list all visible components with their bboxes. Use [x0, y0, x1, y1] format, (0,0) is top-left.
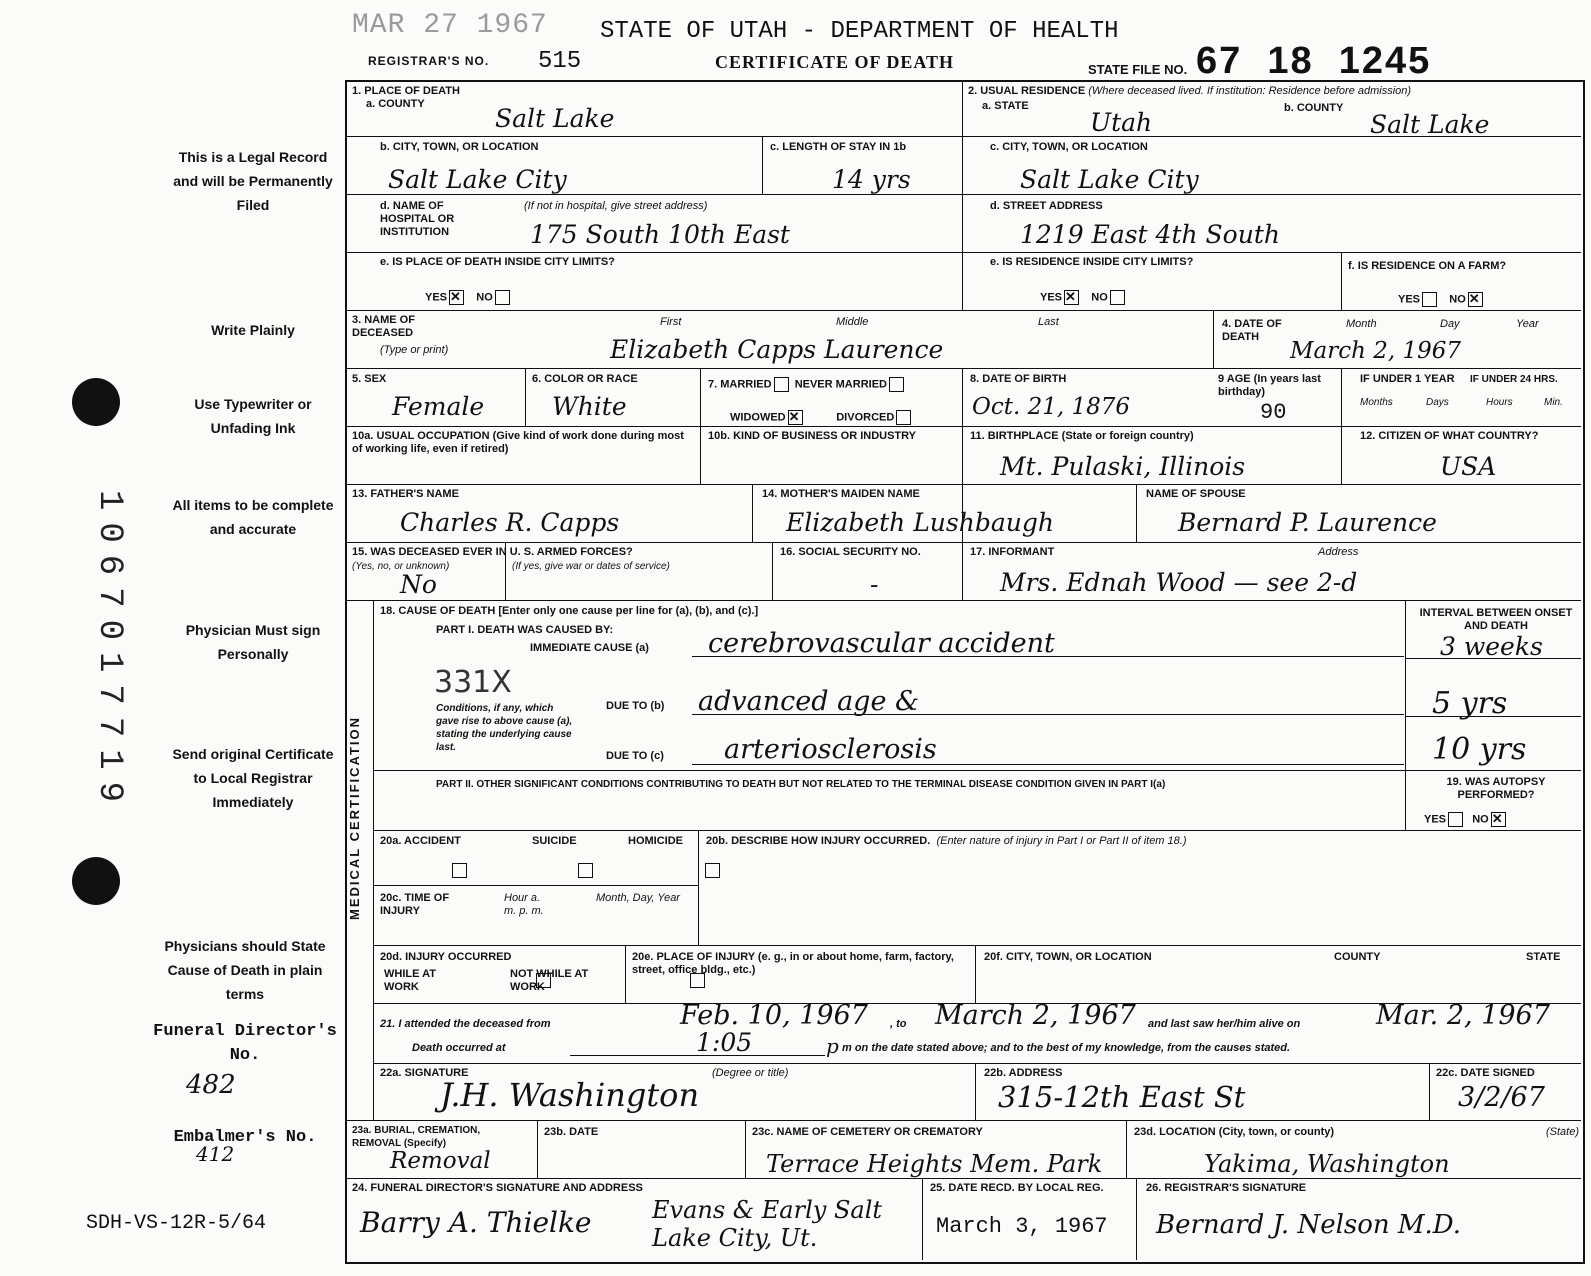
hospital-hint: (If not in hospital, give street address)	[524, 200, 708, 212]
middle-label: Middle	[836, 316, 869, 328]
yes-checkbox[interactable]	[1064, 290, 1079, 305]
business-label: 10b. KIND OF BUSINESS OR INDUSTRY	[708, 430, 917, 442]
residence-county-label: b. COUNTY	[1284, 102, 1344, 114]
yes-checkbox[interactable]	[449, 290, 464, 305]
pm-marker: p	[826, 1034, 839, 1058]
farm-label: f. IS RESIDENCE ON A FARM?	[1348, 260, 1507, 272]
death-county: Salt Lake	[495, 104, 615, 133]
state-label: a. STATE	[982, 100, 1029, 112]
no-checkbox[interactable]	[1110, 290, 1125, 305]
certificate-title: CERTIFICATE OF DEATH	[715, 52, 955, 72]
send-original-note: Send original Certificate to Local Registrar Immediately	[172, 746, 334, 810]
cause-a: cerebrovascular accident	[708, 628, 1055, 659]
interval-label: INTERVAL BETWEEN ONSET AND DEATH	[1419, 607, 1573, 632]
burial-location-label: 23d. LOCATION (City, town, or county)	[1134, 1126, 1335, 1138]
hospital-label: d. NAME OF HOSPITAL OR INSTITUTION	[380, 200, 455, 238]
residence-city: Salt Lake City	[1020, 165, 1199, 194]
injury-occurred-label: 20d. INJURY OCCURRED	[380, 951, 512, 963]
place-of-death-label: 1. PLACE OF DEATH	[352, 85, 460, 97]
never-married-checkbox[interactable]	[889, 377, 904, 392]
spouse-name: Bernard P. Laurence	[1178, 508, 1437, 537]
date-signed: 3/2/67	[1458, 1082, 1545, 1113]
sex-label: 5. SEX	[352, 373, 387, 385]
no-checkbox[interactable]	[495, 290, 510, 305]
suicide-checkbox[interactable]	[578, 863, 593, 878]
part1-label: PART I. DEATH WAS CAUSED BY:	[436, 624, 614, 636]
residence-city-label: c. CITY, TOWN, OR LOCATION	[990, 141, 1148, 153]
signature-label: 22a. SIGNATURE	[380, 1067, 469, 1079]
farm-checkboxes: YES NO✕	[1398, 292, 1483, 307]
race: White	[552, 392, 627, 421]
spouse-label: NAME OF SPOUSE	[1146, 488, 1246, 500]
death-time: 1:05	[696, 1028, 753, 1057]
birthplace-label: 11. BIRTHPLACE (State or foreign country)	[970, 430, 1194, 442]
state-title: STATE OF UTAH - DEPARTMENT OF HEALTH	[600, 18, 1119, 45]
physician-sign-note: Physician Must sign Personally	[185, 622, 321, 662]
ssn: -	[870, 570, 879, 599]
suicide-label: SUICIDE	[532, 835, 577, 847]
yes-checkbox[interactable]	[1422, 292, 1437, 307]
homicide-label: HOMICIDE	[628, 835, 683, 847]
burial-location: Yakima, Washington	[1204, 1150, 1450, 1178]
no-checkbox[interactable]	[1491, 812, 1506, 827]
legal-record-note: This is a Legal Record and will be Permanently Filed	[173, 149, 333, 213]
father-name: Charles R. Capps	[400, 508, 620, 537]
cause-c: arteriosclerosis	[724, 734, 937, 765]
death-city-limits-checkboxes: YES✕ NO	[425, 290, 510, 305]
injury-state-label: STATE	[1526, 951, 1561, 963]
date-signed-label: 22c. DATE SIGNED	[1436, 1067, 1535, 1079]
mother-name: Elizabeth Lushbaugh	[786, 508, 1054, 537]
physicians-state-note: Physicians should State Cause of Death in plain terms	[164, 938, 326, 1002]
residence-county: Salt Lake	[1370, 110, 1490, 139]
registrar-signature: Bernard J. Nelson M.D.	[1156, 1210, 1461, 1240]
cemetery: Terrace Heights Mem. Park	[766, 1150, 1103, 1178]
autopsy-label: 19. WAS AUTOPSY PERFORMED?	[1446, 776, 1546, 801]
under-1-year: IF UNDER 1 YEAR	[1360, 373, 1455, 385]
funeral-director-signature: Barry A. Thielke	[360, 1206, 592, 1239]
age: 90	[1260, 400, 1287, 425]
cause-label: 18. CAUSE OF DEATH [Enter only one cause per line for (a), (b), and (c).]	[380, 605, 759, 617]
all-items-note: All items to be complete and accurate	[172, 497, 334, 537]
residence-limits-checkboxes: YES✕ NO	[1040, 290, 1125, 305]
registrar-signature-label: 26. REGISTRAR'S SIGNATURE	[1146, 1182, 1307, 1194]
occupation-label: 10a. USUAL OCCUPATION (Give kind of work done during most of working life, even if retired)	[352, 430, 684, 455]
date-of-birth: Oct. 21, 1876	[972, 394, 1131, 420]
interval-a: 3 weeks	[1440, 632, 1543, 661]
armed-forces-label: 15. WAS DECEASED EVER IN U. S. ARMED FORCES?	[352, 546, 633, 558]
widowed-option: WIDOWED✕ DIVORCED	[730, 410, 911, 425]
place-of-injury-label: 20e. PLACE OF INJURY (e. g., in or about home, farm, factory, street, office bldg., etc.)	[632, 951, 954, 976]
disposition-label: 23a. BURIAL, CREMATION, REMOVAL (Specify)	[352, 1125, 481, 1149]
part2-label: PART II. OTHER SIGNIFICANT CONDITIONS CONTRIBUTING TO DEATH BUT NOT RELATED TO THE TERMINAL DISEASE CONDITION GIVEN IN PART I(a)	[436, 779, 1166, 790]
injury-city-label: 20f. CITY, TOWN, OR LOCATION	[984, 951, 1152, 963]
length-of-stay: 14 yrs	[832, 165, 911, 194]
physician-address: 315-12th East St	[998, 1080, 1246, 1114]
cause-b: advanced age &	[698, 686, 920, 717]
armed-forces: No	[400, 570, 437, 599]
form-code: SDH-VS-12R-5/64	[86, 1212, 267, 1235]
immediate-label: IMMEDIATE CAUSE (a)	[530, 642, 649, 654]
cause-code: 331X	[434, 665, 512, 700]
funeral-director-no: 482	[186, 1070, 236, 1100]
typewriter-note: Use Typewriter or Unfading Ink	[194, 396, 312, 436]
citizen-label: 12. CITIZEN OF WHAT COUNTRY?	[1360, 430, 1539, 442]
autopsy-checkboxes: YES NO✕	[1424, 812, 1506, 827]
disposition: Removal	[390, 1148, 491, 1174]
death-statement: m on the date stated above; and to the best of my knowledge, from the causes stated.	[842, 1042, 1291, 1054]
city-label: b. CITY, TOWN, OR LOCATION	[380, 141, 539, 153]
day-label: Day	[1440, 318, 1460, 330]
to-label: , to	[890, 1018, 907, 1030]
punch-hole	[72, 857, 120, 905]
interval-c: 10 yrs	[1432, 732, 1527, 767]
accident-label: 20a. ACCIDENT	[380, 835, 461, 847]
widowed-checkbox[interactable]	[788, 410, 803, 425]
physician-signature: J.H. Washington	[440, 1076, 700, 1114]
state-file-no-label: STATE FILE NO.	[1088, 62, 1188, 77]
date-received: March 3, 1967	[936, 1214, 1108, 1239]
deceased-name-label: 3. NAME OF DECEASED	[352, 314, 415, 339]
received-stamp: MAR 27 1967	[352, 10, 548, 41]
married-option: 7. MARRIED NEVER MARRIED	[708, 377, 904, 392]
last-saw-date: Mar. 2, 1967	[1376, 1000, 1550, 1031]
date-received-label: 25. DATE RECD. BY LOCAL REG.	[930, 1182, 1104, 1194]
residence-state: Utah	[1090, 108, 1153, 137]
first-label: First	[660, 316, 682, 328]
state-file-no: 67 18 1245	[1196, 40, 1432, 82]
death-occurred-label: Death occurred at	[412, 1042, 506, 1054]
date-of-death: March 2, 1967	[1290, 338, 1462, 364]
registrars-no: 515	[538, 48, 582, 75]
embalmer-no-label: Embalmer's No.	[173, 1128, 317, 1147]
accident-checkbox[interactable]	[452, 863, 467, 878]
inside-city-limits-label: e. IS PLACE OF DEATH INSIDE CITY LIMITS?	[380, 256, 615, 268]
registrars-no-label: REGISTRAR'S NO.	[368, 54, 490, 68]
age-label: 9 AGE (In years last birthday)	[1218, 373, 1321, 398]
residence-street: 1219 East 4th South	[1020, 220, 1280, 249]
married-checkbox[interactable]	[774, 377, 789, 392]
birthplace: Mt. Pulaski, Illinois	[1000, 452, 1246, 481]
due-to-c-label: DUE TO (c)	[606, 750, 664, 762]
attended-to: March 2, 1967	[935, 1000, 1136, 1031]
funeral-director-no-label: Funeral Director's No.	[153, 1022, 337, 1065]
last-saw-label: and last saw her/him alive on	[1148, 1018, 1301, 1030]
residence-limits-label: e. IS RESIDENCE INSIDE CITY LIMITS?	[990, 256, 1194, 268]
funeral-director-address: Evans & Early Salt Lake City, Ut.	[652, 1196, 883, 1252]
usual-residence-label: 2. USUAL RESIDENCE (Where deceased lived. If institution: Residence before admission)	[968, 85, 1412, 97]
describe-label: 20b. DESCRIBE HOW INJURY OCCURRED. (Enter nature of injury in Part I or Part II of item 18.)	[706, 835, 1187, 847]
ssn-label: 16. SOCIAL SECURITY NO.	[780, 546, 921, 558]
last-label: Last	[1038, 316, 1059, 328]
death-city: Salt Lake City	[388, 165, 567, 194]
burial-date-label: 23b. DATE	[544, 1126, 599, 1138]
race-label: 6. COLOR OR RACE	[532, 373, 638, 385]
attended-label: 21. I attended the deceased from	[380, 1018, 551, 1030]
street-label: d. STREET ADDRESS	[990, 200, 1103, 212]
hospital: 175 South 10th East	[530, 220, 790, 249]
physician-address-label: 22b. ADDRESS	[984, 1067, 1063, 1079]
while-at-work-label: WHILE AT WORK	[384, 968, 436, 993]
attended-from: Feb. 10, 1967	[680, 1000, 868, 1031]
dob-label: 8. DATE OF BIRTH	[970, 373, 1067, 385]
homicide-checkbox[interactable]	[705, 863, 720, 878]
informant: Mrs. Ednah Wood — see 2-d	[1000, 568, 1358, 597]
cemetery-label: 23c. NAME OF CEMETERY OR CREMATORY	[752, 1126, 983, 1138]
punch-hole	[72, 378, 120, 426]
funeral-director-label: 24. FUNERAL DIRECTOR'S SIGNATURE AND ADDRESS	[352, 1182, 643, 1194]
year-label: Year	[1516, 318, 1539, 330]
deceased-name: Elizabeth Capps Laurence	[610, 335, 944, 364]
hour-label: Hour a. m. p. m.	[504, 892, 544, 917]
divorced-checkbox[interactable]	[896, 410, 911, 425]
not-while-at-work-label: NOT WHILE AT WORK	[510, 968, 589, 993]
time-of-injury-label: 20c. TIME OF INJURY	[380, 892, 450, 917]
name-hint: (Type or print)	[380, 344, 449, 356]
stay-label: c. LENGTH OF STAY IN 1b	[770, 141, 907, 153]
conditions-note: Conditions, if any, which gave rise to above cause (a), stating the underlying cause last.	[436, 703, 573, 753]
mother-label: 14. MOTHER'S MAIDEN NAME	[762, 488, 920, 500]
sex: Female	[392, 392, 485, 421]
informant-label: 17. INFORMANT	[970, 546, 1055, 558]
citizenship: USA	[1440, 452, 1497, 481]
no-checkbox[interactable]	[1468, 292, 1483, 307]
embalmer-no: 412	[196, 1142, 235, 1166]
medical-certification-label: MEDICAL CERTIFICATION	[347, 715, 362, 920]
month-day-year-label: Month, Day, Year	[596, 892, 680, 904]
certificate-serial: 1067017719	[90, 490, 128, 815]
father-label: 13. FATHER'S NAME	[352, 488, 459, 500]
interval-b: 5 yrs	[1432, 686, 1508, 721]
county-label: a. COUNTY	[366, 98, 425, 110]
due-to-b-label: DUE TO (b)	[606, 700, 665, 712]
under-24-hrs: IF UNDER 24 HRS.	[1470, 374, 1558, 385]
injury-county-label: COUNTY	[1334, 951, 1381, 963]
write-plainly-note: Write Plainly	[211, 322, 295, 338]
date-of-death-label: 4. DATE OF DEATH	[1222, 318, 1282, 343]
yes-checkbox[interactable]	[1448, 812, 1463, 827]
month-label: Month	[1346, 318, 1377, 330]
